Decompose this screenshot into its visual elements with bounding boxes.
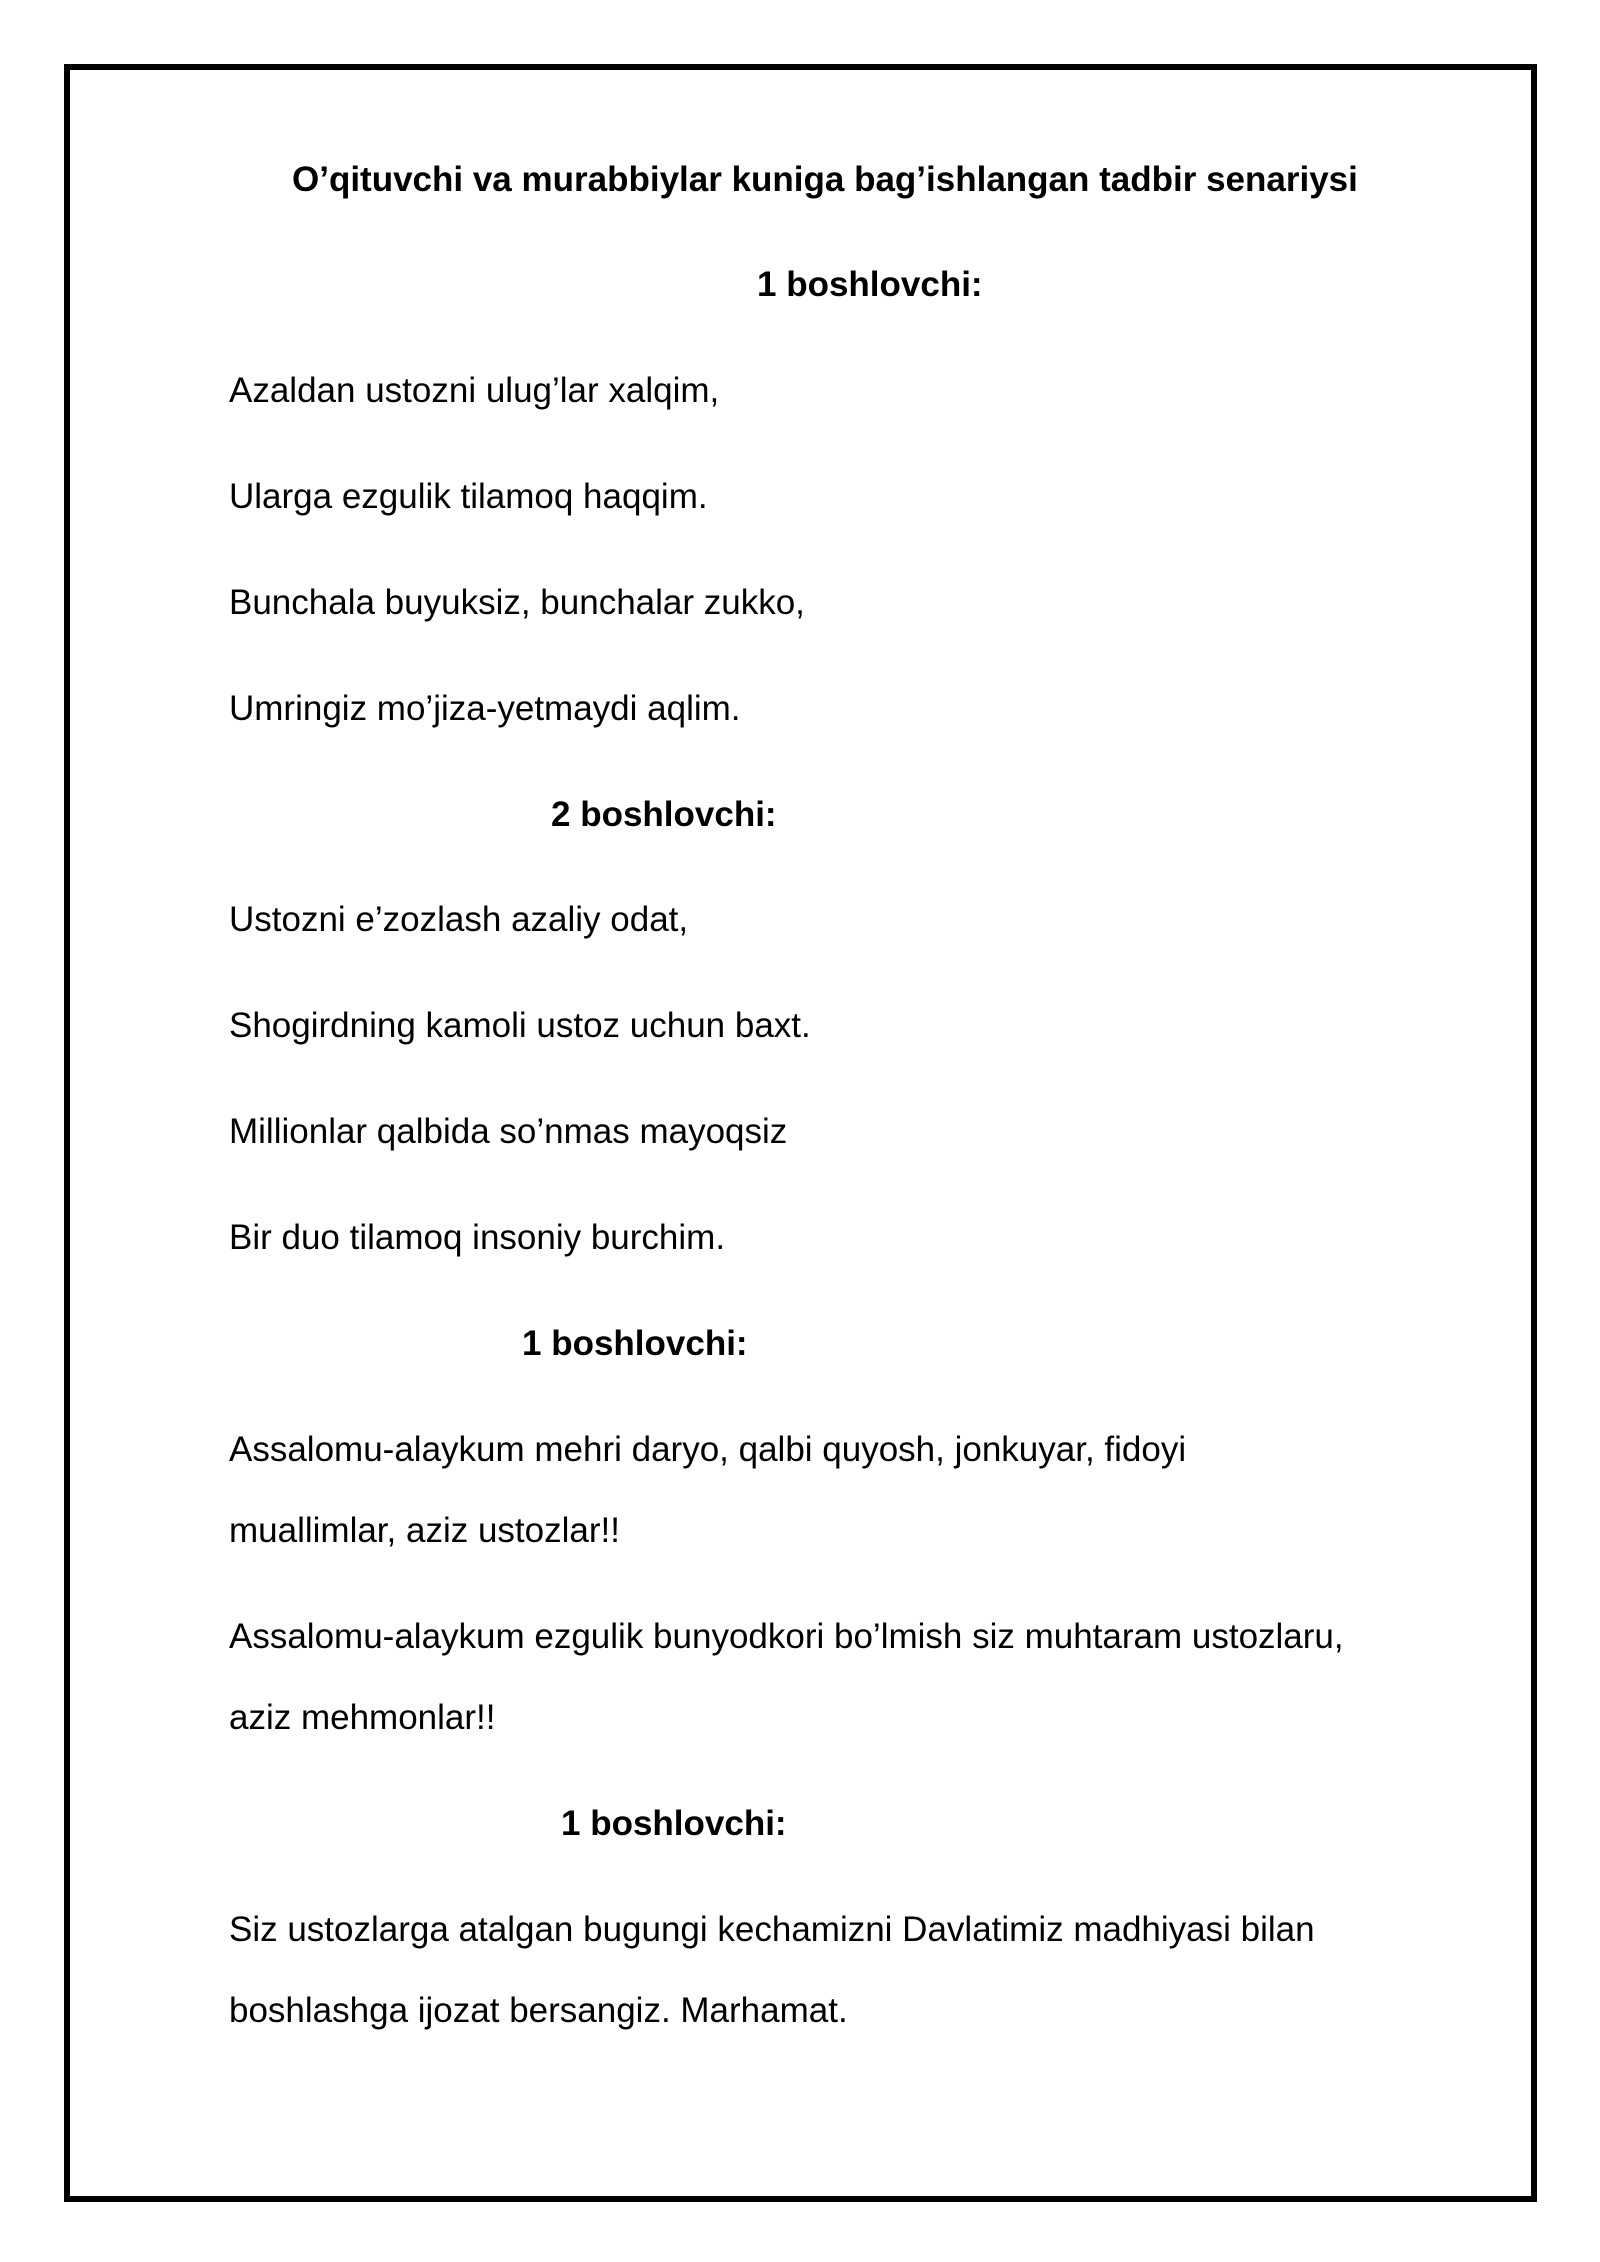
verse-line: Millionlar qalbida so’nmas mayoqsiz: [229, 1112, 788, 1151]
verse-line: Bir duo tilamoq insoniy burchim.: [229, 1218, 726, 1257]
paragraph-line: boshlashga ijozat bersangiz. Marhamat.: [229, 1991, 848, 2030]
paragraph-line: aziz mehmonlar!!: [229, 1698, 496, 1737]
speaker-heading: 1 boshlovchi:: [561, 1804, 787, 1843]
speaker-heading: 2 boshlovchi:: [551, 795, 777, 834]
paragraph-line: Assalomu-alaykum ezgulik bunyodkori bo’lmish siz muhtaram ustozlaru,: [229, 1617, 1344, 1656]
speaker-heading: 1 boshlovchi:: [522, 1324, 748, 1363]
verse-line: Ustozni e’zozlash azaliy odat,: [229, 900, 689, 939]
verse-line: Shogirdning kamoli ustoz uchun baxt.: [229, 1006, 811, 1045]
verse-line: Bunchala buyuksiz, bunchalar zukko,: [229, 583, 805, 622]
paragraph-line: muallimlar, aziz ustozlar!!: [229, 1511, 620, 1550]
paragraph-line: Siz ustozlarga atalgan bugungi kechamizni Davlatimiz madhiyasi bilan: [229, 1910, 1315, 1949]
document-title: O’qituvchi va murabbiylar kuniga bag’ishlangan tadbir senariysi: [292, 160, 1358, 199]
verse-line: Azaldan ustozni ulug’lar xalqim,: [229, 371, 720, 410]
verse-line: Umringiz mo’jiza-yetmaydi aqlim.: [229, 689, 741, 728]
verse-line: Ularga ezgulik tilamoq haqqim.: [229, 477, 708, 516]
paragraph-line: Assalomu-alaykum mehri daryo, qalbi quyosh, jonkuyar, fidoyi: [229, 1430, 1187, 1469]
speaker-heading: 1 boshlovchi:: [757, 265, 983, 304]
